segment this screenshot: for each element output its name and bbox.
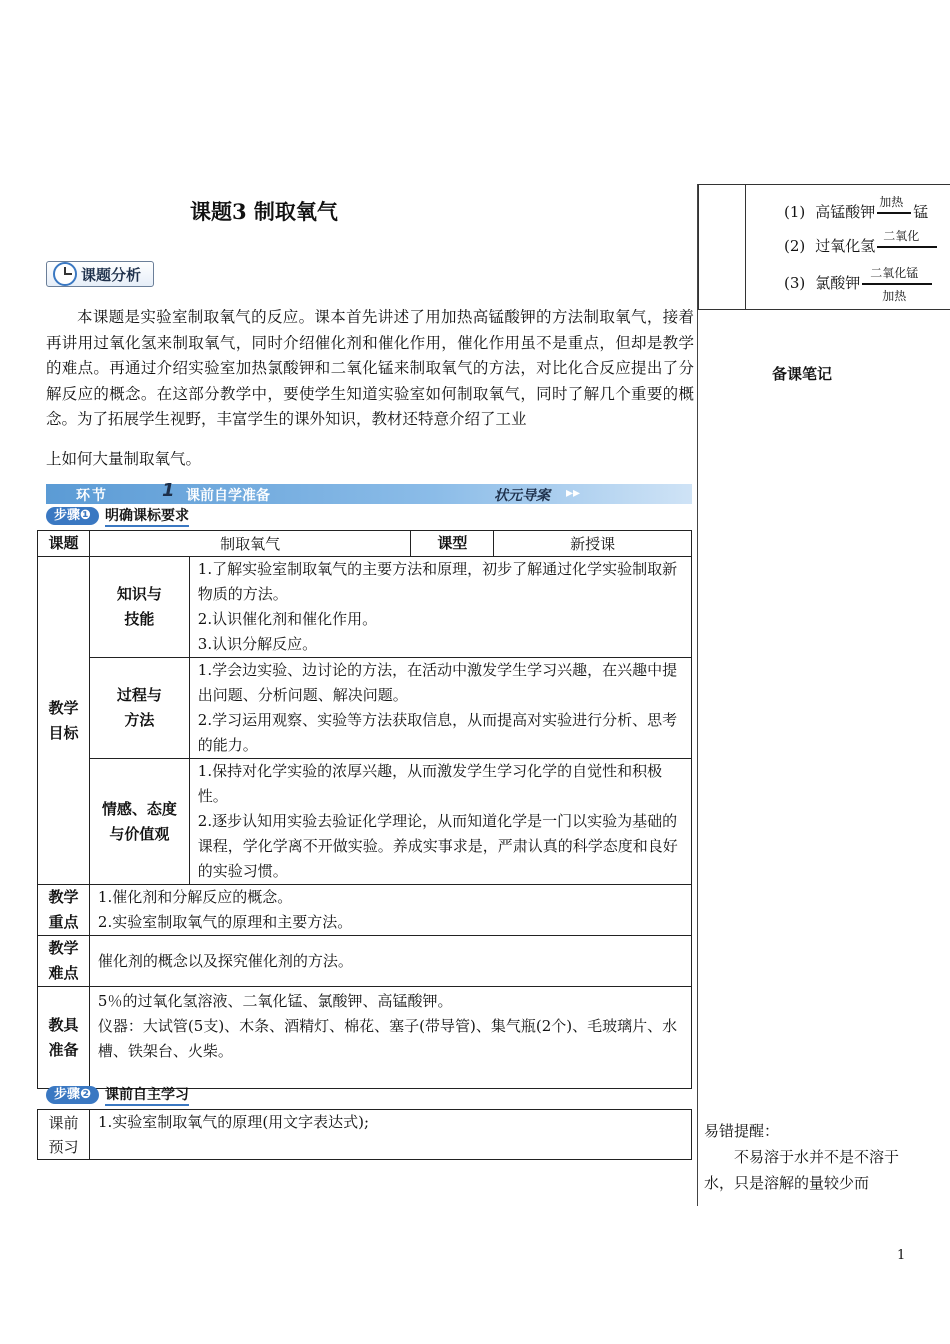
intro-paragraph: 本课题是实验室制取氧气的反应。课本首先讲述了用加热高锰酸钾的方法制取氧气，接着再讲用过氧化氢来制取氧气，同时介绍催化剂和催化作用，催化作用虽不是重点，但却是教学的难点。再通过介绍实验室加热氯酸钾和二氧化锰来制取氧气的方法，对比化合反应提出了分解反应的概念。在这部分教学中，要使学生知道实验室如何制取氧气，同时了解几个重要的概念。为了拓展学生视野，丰富学生的课外知识，教材还特意介绍了工业: [46, 308, 694, 428]
double-arrow-icon: ▸▸: [566, 485, 581, 501]
goal-category: 知识与 技能: [89, 557, 189, 658]
goal-content: 1.了解实验室制取氧气的主要方法和原理，初步了解通过化学实验制取新物质的方法。 2.认识催化剂和催化作用。 3.认识分解反应。: [189, 557, 691, 658]
table-row: [38, 885, 692, 936]
step-2-title: 课前自主学习: [105, 1084, 189, 1106]
page-number: 1: [897, 1248, 906, 1263]
banner-section-name: 课前自学准备: [186, 488, 270, 504]
clock-icon: [53, 262, 77, 286]
goals-label: 教学 目标: [38, 557, 90, 885]
step-2-pill: 步骤❷: [46, 1086, 99, 1104]
type-label: 课型: [411, 531, 494, 557]
page-title: 课题3 制取氧气: [190, 199, 338, 224]
equation-2: (2) 过氧化氢 二氧化: [784, 235, 939, 256]
banner-section-label: 环节: [76, 488, 108, 504]
key-points-label: 教学 重点: [38, 885, 90, 936]
tip-title: 易错提醒：: [704, 1122, 780, 1140]
banner-brand: 状元导案: [494, 488, 550, 504]
tip-box: [704, 1118, 914, 1196]
preview-label: 课前 预习: [38, 1110, 90, 1160]
table-row: [38, 658, 692, 759]
step-1-heading: [46, 507, 189, 525]
notes-title: 备课笔记: [772, 365, 833, 383]
analysis-tag-label: 课题分析: [81, 265, 142, 284]
banner-section-number: 1: [162, 480, 175, 501]
intro-last-line: 上如何大量制取氧气。: [46, 450, 202, 468]
analysis-section-tag: [46, 261, 154, 287]
tools-content: 5％的过氧化氢溶液、二氧化锰、氯酸钾、高锰酸钾。 仪器：大试管(5支)、木条、酒精灯、棉花、塞子(带导管)、集气瓶(2个)、毛玻璃片、水槽、铁架台、火柴。: [89, 987, 691, 1089]
difficulty-content: 催化剂的概念以及探究催化剂的方法。: [89, 936, 691, 987]
table-row: [38, 987, 692, 1089]
tools-label: 教具 准备: [38, 987, 90, 1089]
equation-3: (3) 氯酸钾 二氧化锰 加热: [784, 272, 934, 293]
difficulty-label: 教学 难点: [38, 936, 90, 987]
table-row: [38, 936, 692, 987]
goal-category: 情感、态度 与价值观: [89, 759, 189, 885]
step-1-pill: 步骤❶: [46, 507, 99, 525]
tip-text: 不易溶于水并不是不溶于水，只是溶解的量较少而: [704, 1148, 900, 1192]
table-row: [38, 531, 692, 557]
step-2-heading: [46, 1086, 189, 1104]
equation-1: (1) 高锰酸钾 加热 锰: [784, 194, 929, 221]
table-row: [38, 1110, 692, 1160]
key-points-content: 1.催化剂和分解反应的概念。 2.实验室制取氧气的原理和主要方法。: [89, 885, 691, 936]
step-1-title: 明确课标要求: [105, 505, 189, 527]
curriculum-table: [37, 530, 692, 1089]
table-row: [38, 759, 692, 885]
type-value: 新授课: [494, 531, 692, 557]
preview-content: 1.实验室制取氧气的原理(用文字表达式);: [90, 1110, 692, 1160]
preview-table: [37, 1109, 692, 1160]
topic-label: 课题: [38, 531, 90, 557]
goal-category: 过程与 方法: [89, 658, 189, 759]
section-banner: [46, 480, 692, 504]
goal-content: 1.保持对化学实验的浓厚兴趣，从而激发学生学习化学的自觉性和积极性。 2.逐步认知用实验去验证化学理论，从而知道化学是一门以实验为基础的课程，学化学离不开做实验。养成实事求是，严肃认真的科学态度和良好的实验习惯。: [189, 759, 691, 885]
goal-content: 1.学会边实验、边讨论的方法，在活动中激发学生学习兴趣，在兴趣中提出问题、分析问题、解决问题。 2.学习运用观察、实验等方法获取信息，从而提高对实验进行分析、思考的能力。: [189, 658, 691, 759]
margin-divider: [697, 184, 698, 1206]
table-row: [38, 557, 692, 658]
topic-value: 制取氧气: [89, 531, 410, 557]
